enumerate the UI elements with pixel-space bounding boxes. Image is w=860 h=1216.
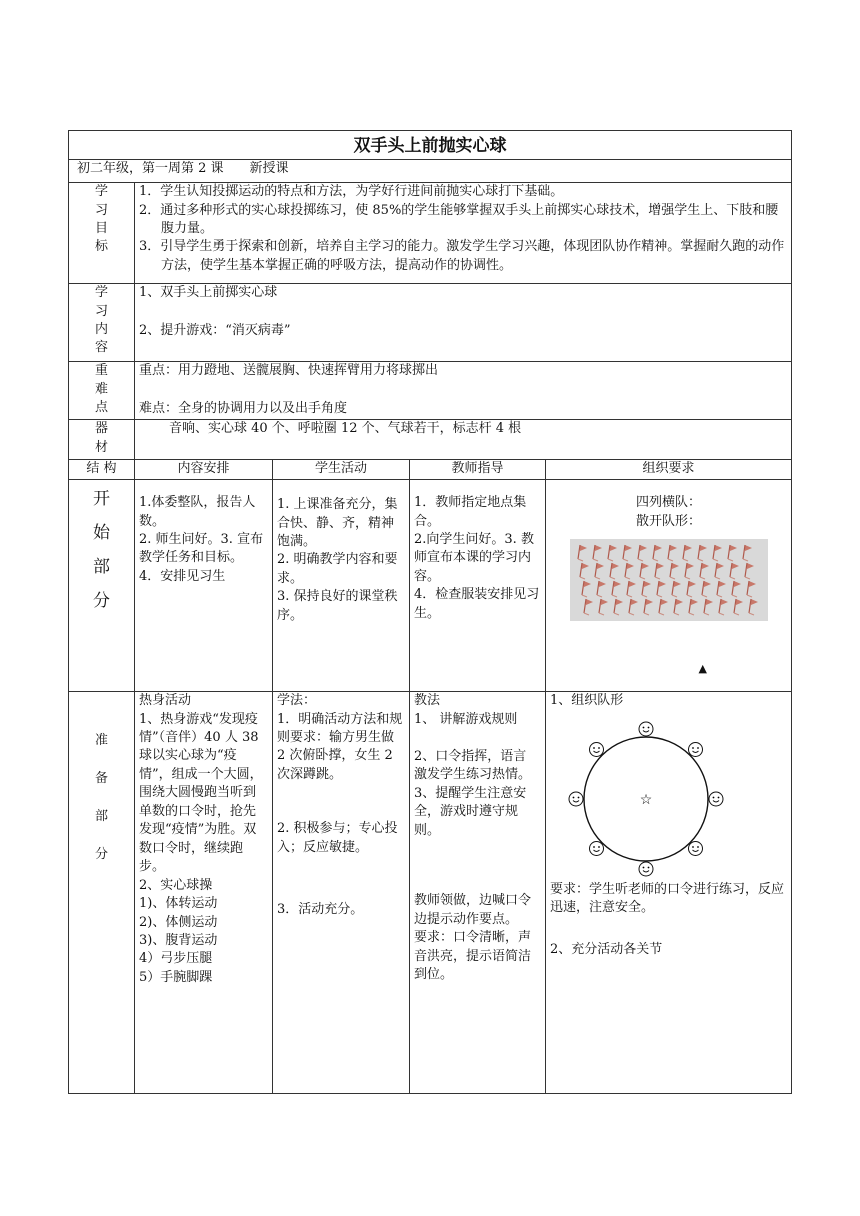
flag-figure (597, 581, 606, 597)
flag-figure (653, 545, 662, 561)
flag-figure (657, 581, 666, 597)
content-label: 学 习 内 容 (69, 284, 135, 362)
flag-figure (629, 599, 638, 615)
equipment-cell: 音响、实心球 40 个、呼啦圈 12 个、气球若干，标志杆 4 根 (135, 420, 792, 460)
flag-figure (640, 563, 649, 579)
flag-figure (627, 581, 636, 597)
flag-figure (595, 563, 604, 579)
flag-figure (749, 599, 758, 615)
warmup-content-cell: 热身活动 1、热身游戏“发现疫情”（音伴）40 人 38 球以实心球为“疫情”，组成一个大圆，围绕大圆慢跑当听到单数的口令时，抢先发现“疫情”为胜。双数口令时，继续跑步。 2、实心球操 1)、体转运动 2)、体侧运动 3)、腹背运动 4）弓步压腿 5）手腕脚踝 (135, 692, 273, 1094)
flag-figure (700, 563, 709, 579)
flag-figure (578, 545, 587, 561)
warmup-org-cell: 1、组织队形 ☆ 要求：学生听老师的口令进行练习，反应迅速，注意安全。 2、充分活动各关节 (546, 692, 792, 1094)
page-title: 双手头上前抛实心球 (69, 131, 792, 160)
flag-figure (612, 581, 621, 597)
flag-figure (672, 581, 681, 597)
flag-figure (638, 545, 647, 561)
center-star-icon: ☆ (639, 791, 653, 808)
flag-figure (655, 563, 664, 579)
flag-figure (747, 581, 756, 597)
flag-figure (719, 599, 728, 615)
start-teacher-cell: 1．教师指定地点集合。 2.向学生问好。3. 教师宣布本课的学习内容。 4．检查服装安排见习生。 (410, 480, 546, 692)
flag-figure (599, 599, 608, 615)
header-organization: 组织要求 (546, 460, 792, 480)
flag-figure (668, 545, 677, 561)
flag-figure (713, 545, 722, 561)
flag-figure (593, 545, 602, 561)
student-smiley-icon (569, 792, 583, 806)
flag-figure (743, 545, 752, 561)
formation-photo (570, 539, 768, 621)
header-structure: 结 构 (69, 460, 135, 480)
flag-figure (732, 581, 741, 597)
flag-formation-image (570, 539, 768, 621)
flag-figure (687, 581, 696, 597)
flag-figure (644, 599, 653, 615)
content-item: 1、双手头上前掷实心球 (139, 285, 278, 301)
student-smiley-icon (688, 742, 702, 756)
flag-figure (584, 599, 593, 615)
flag-figure (730, 563, 739, 579)
keypoints-cell (135, 362, 792, 420)
start-student-cell: 1. 上课准备充分，集合快、静、齐，精神饱满。 2. 明确教学内容和要求。 3. 保持良好的课堂秩序。 (273, 480, 410, 692)
flag-figure (670, 563, 679, 579)
content-item: 2、提升游戏：“消灭病毒” (139, 322, 291, 338)
keypoints-label: 重 难 点 (69, 362, 135, 420)
student-smiley-icon (590, 841, 604, 855)
warmup-part-label: 准 备 部 分 (69, 692, 135, 1094)
lesson-subtitle: 初二年级，第一周第 2 课 新授课 (69, 160, 792, 183)
flag-figure (717, 581, 726, 597)
start-content-cell: 1.体委整队，报告人数。 2. 师生问好。3. 宣布教学任务和目标。 4．安排见习生 (135, 480, 273, 692)
student-smiley-icon (590, 742, 604, 756)
objective-item: 3．引导学生勇于探索和创新，培养自主学习的能力。激发学生学习兴趣，体现团队协作精神。掌握耐久跑的动作方法，使学生基本掌握正确的呼吸方法，提高动作的协调性。 (139, 239, 785, 273)
header-student: 学生活动 (273, 460, 410, 480)
objectives-label: 学 习 目 标 (69, 183, 135, 284)
student-smiley-icon (639, 862, 653, 876)
circle-formation-diagram (550, 717, 786, 877)
flag-figure (683, 545, 692, 561)
flag-figure (623, 545, 632, 561)
flag-figure (702, 581, 711, 597)
start-part-label: 开 始 部 分 (69, 480, 135, 692)
student-smiley-icon (688, 841, 702, 855)
flag-figure (659, 599, 668, 615)
flag-figure (685, 563, 694, 579)
lesson-plan-table (68, 130, 792, 1094)
student-smiley-icon (639, 722, 653, 736)
flag-figure (715, 563, 724, 579)
flag-figure (625, 563, 634, 579)
flag-figure (582, 581, 591, 597)
flag-figure (608, 545, 617, 561)
flag-figure (689, 599, 698, 615)
flag-figure (704, 599, 713, 615)
key-point: 重点：用力蹬地、送髋展胸、快速挥臂用力将球掷出 (139, 363, 439, 379)
objective-item: 1．学生认知投掷运动的特点和方法，为学好行进间前抛实心球打下基础。 (139, 184, 564, 200)
teacher-marker: ▲ (698, 662, 708, 676)
equipment-label: 器 材 (69, 420, 135, 460)
start-org-cell: 四列横队： 散开队形： ▲ (546, 480, 792, 692)
flag-figure (580, 563, 589, 579)
flag-figure (698, 545, 707, 561)
flag-figure (610, 563, 619, 579)
warmup-student-cell: 学法： 1．明确活动方法和规则要求：输方男生做 2 次俯卧撑，女生 2 次深蹲跳。 2. 积极参与；专心投入；反应敏捷。 3．活动充分。 (273, 692, 410, 1094)
student-smiley-icon (709, 792, 723, 806)
warmup-teacher-cell: 教法 1、 讲解游戏规则 2、口令指挥，语言 激发学生练习热情。 3、提醒学生注意安 全，游戏时遵守规则。 教师领做，边喊口令边提示动作要点。 要求：口令清晰，声音洪亮，提示语简洁到位。 (410, 692, 546, 1094)
flag-figure (674, 599, 683, 615)
objectives-cell (135, 183, 792, 284)
flag-figure (728, 545, 737, 561)
objective-item: 2．通过多种形式的实心球投掷练习，使 85%的学生能够掌握双手头上前掷实心球技术，增强学生上、下肢和腰腹力量。 (139, 202, 779, 237)
header-teacher: 教师指导 (410, 460, 546, 480)
header-content: 内容安排 (135, 460, 273, 480)
flag-figure (614, 599, 623, 615)
flag-figure (734, 599, 743, 615)
difficult-point: 难点：全身的协调用力以及出手角度 (139, 400, 348, 416)
flag-figure (642, 581, 651, 597)
content-cell (135, 284, 792, 362)
flag-figure (745, 563, 754, 579)
